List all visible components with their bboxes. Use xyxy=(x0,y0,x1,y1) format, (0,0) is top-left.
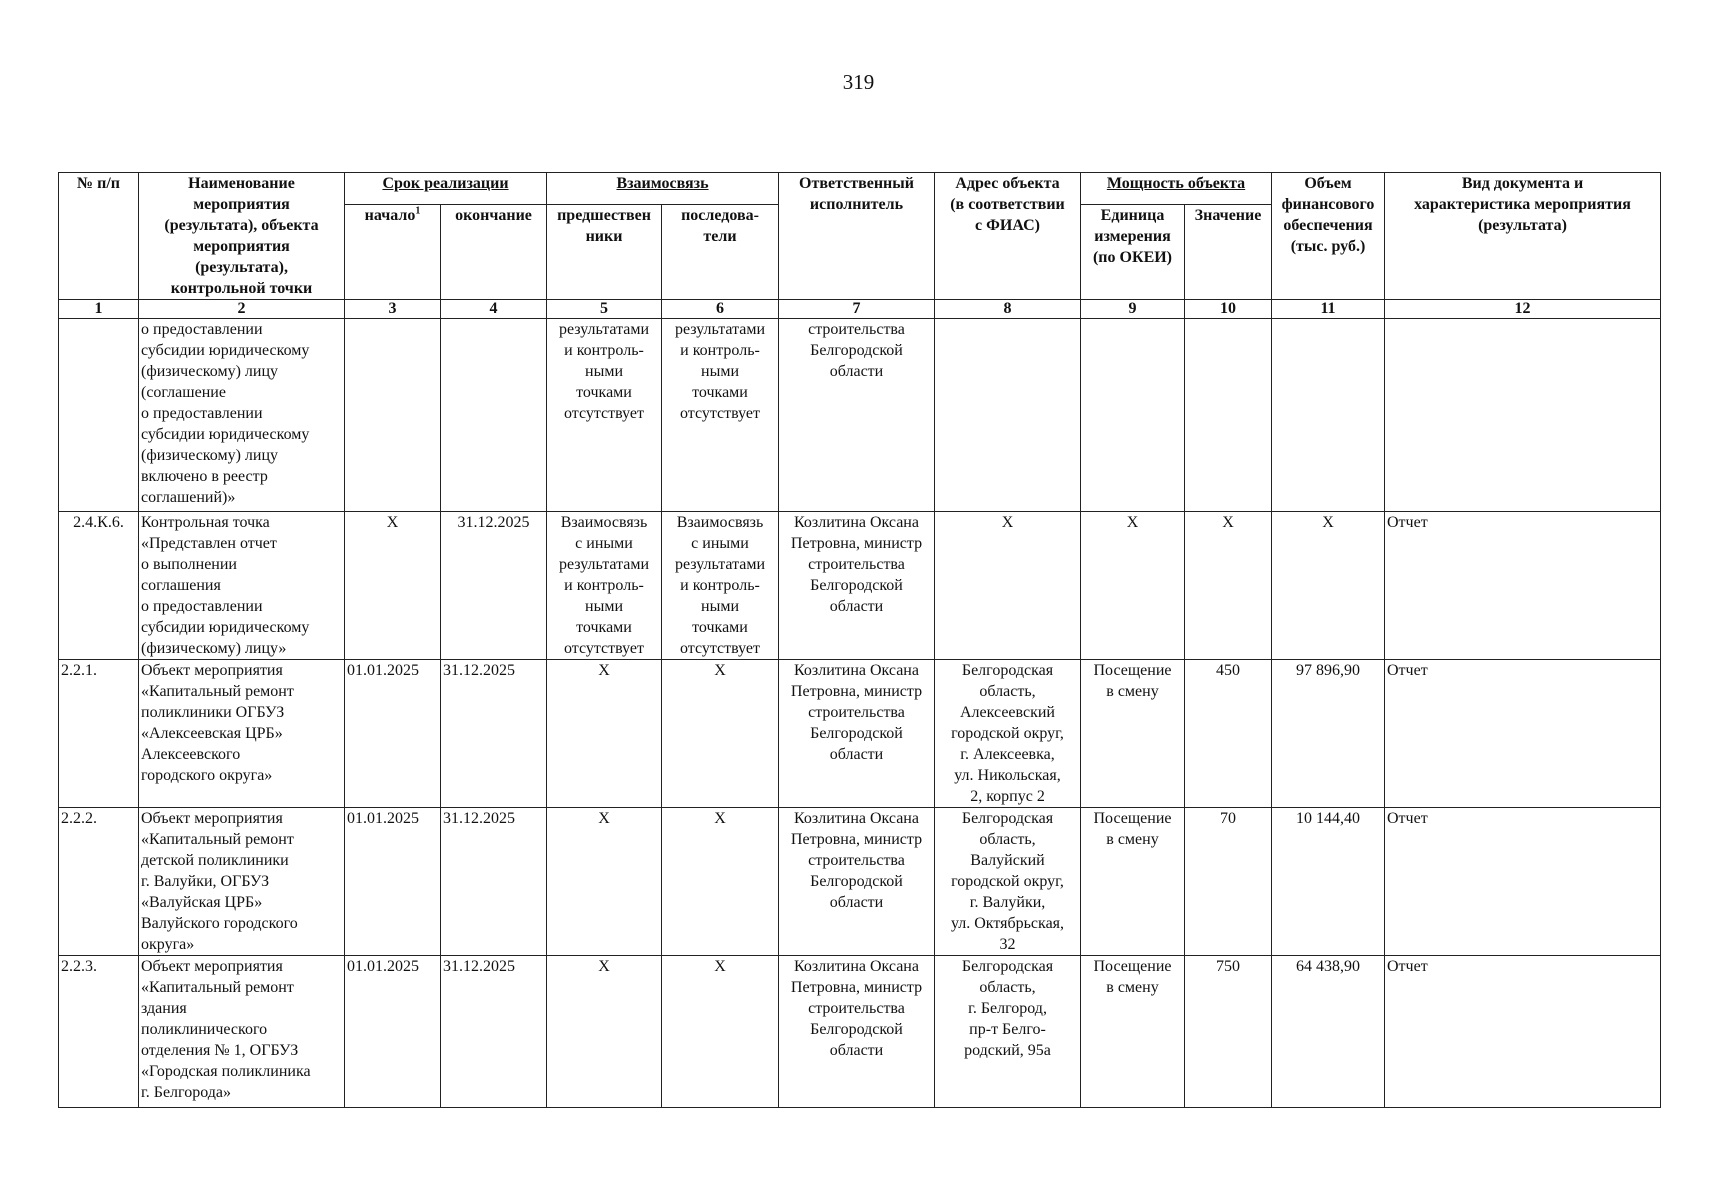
cell-start: 01.01.2025 xyxy=(345,660,441,808)
cell-name: о предоставлении субсидии юридическому (физическому) лицу (соглашение о предоставлении субсидии юридическому (физическому) лицу включено в реестр соглашений)» xyxy=(139,319,345,512)
cell-value: X xyxy=(1185,512,1272,660)
cell-value: 750 xyxy=(1185,956,1272,1108)
page-number: 319 xyxy=(842,70,875,94)
cell-document: Отчет xyxy=(1385,956,1661,1108)
column-number: 1 xyxy=(59,300,139,319)
header-document: Вид документа и характеристика мероприятия (результата) xyxy=(1385,173,1661,300)
cell-address: Белгородская область, Алексеевский городской округ, г. Алексеевка, ул. Никольская, 2, корпус 2 xyxy=(935,660,1081,808)
column-number: 8 xyxy=(935,300,1081,319)
cell-name: Контрольная точка «Представлен отчет о выполнении соглашения о предоставлении субсидии юридическому (физическому) лицу» xyxy=(139,512,345,660)
header-address: Адрес объекта (в соответствии с ФИАС) xyxy=(935,173,1081,300)
column-number: 7 xyxy=(779,300,935,319)
cell-num xyxy=(59,319,139,512)
cell-num: 2.2.2. xyxy=(59,808,139,956)
cell-value: 450 xyxy=(1185,660,1272,808)
header-end: окончание xyxy=(441,205,547,300)
column-number: 9 xyxy=(1081,300,1185,319)
table-row xyxy=(59,956,1661,1108)
column-number: 6 xyxy=(662,300,779,319)
cell-address: Белгородская область, Валуйский городской округ, г. Валуйки, ул. Октябрьская, 32 xyxy=(935,808,1081,956)
header-term: Срок реализации xyxy=(345,173,547,205)
cell-responsible: Козлитина Оксана Петровна, министр строительства Белгородской области xyxy=(779,808,935,956)
cell-start: X xyxy=(345,512,441,660)
cell-start: 01.01.2025 xyxy=(345,808,441,956)
header-successors: последова- тели xyxy=(662,205,779,300)
cell-successors: X xyxy=(662,956,779,1108)
cell-name: Объект мероприятия «Капитальный ремонт детской поликлиники г. Валуйки, ОГБУЗ «Валуйская ЦРБ» Валуйского городского округа» xyxy=(139,808,345,956)
cell-unit xyxy=(1081,319,1185,512)
cell-name: Объект мероприятия «Капитальный ремонт здания поликлинического отделения № 1, ОГБУЗ «Городская поликлиника г. Белгорода» xyxy=(139,956,345,1108)
column-number-row xyxy=(59,300,1661,319)
header-num: № п/п xyxy=(59,173,139,300)
cell-document: Отчет xyxy=(1385,660,1661,808)
header-link: Взаимосвязь xyxy=(547,173,779,205)
cell-end: 31.12.2025 xyxy=(441,512,547,660)
cell-address xyxy=(935,319,1081,512)
header-start-label: начало xyxy=(364,207,416,225)
cell-predecessors: X xyxy=(547,956,662,1108)
cell-successors: результатами и контроль- ными точками отсутствует xyxy=(662,319,779,512)
column-number: 11 xyxy=(1272,300,1385,319)
header-name: Наименование мероприятия (результата), объекта мероприятия (результата), контрольной точки xyxy=(139,173,345,300)
table-row xyxy=(59,512,1661,660)
header-predecessors: предшествен ники xyxy=(547,205,662,300)
cell-num: 2.2.3. xyxy=(59,956,139,1108)
cell-end: 31.12.2025 xyxy=(441,956,547,1108)
cell-unit: X xyxy=(1081,512,1185,660)
cell-financing: 10 144,40 xyxy=(1272,808,1385,956)
header-power: Мощность объекта xyxy=(1081,173,1272,205)
cell-financing xyxy=(1272,319,1385,512)
column-number: 3 xyxy=(345,300,441,319)
column-number: 4 xyxy=(441,300,547,319)
column-number: 12 xyxy=(1385,300,1661,319)
cell-unit: Посещение в смену xyxy=(1081,660,1185,808)
table-header xyxy=(59,173,1661,319)
cell-end xyxy=(441,319,547,512)
cell-responsible: Козлитина Оксана Петровна, министр строительства Белгородской области xyxy=(779,660,935,808)
cell-responsible: строительства Белгородской области xyxy=(779,319,935,512)
column-number: 5 xyxy=(547,300,662,319)
cell-successors: X xyxy=(662,808,779,956)
cell-name: Объект мероприятия «Капитальный ремонт поликлиники ОГБУЗ «Алексеевская ЦРБ» Алексеевского городского округа» xyxy=(139,660,345,808)
table-row xyxy=(59,319,1661,512)
cell-end: 31.12.2025 xyxy=(441,660,547,808)
cell-start: 01.01.2025 xyxy=(345,956,441,1108)
cell-document: Отчет xyxy=(1385,808,1661,956)
cell-address: X xyxy=(935,512,1081,660)
header-unit: Единица измерения (по ОКЕИ) xyxy=(1081,205,1185,300)
cell-successors: Взаимосвязь с иными результатами и контроль- ными точками отсутствует xyxy=(662,512,779,660)
cell-document xyxy=(1385,319,1661,512)
column-number: 10 xyxy=(1185,300,1272,319)
column-number: 2 xyxy=(139,300,345,319)
cell-predecessors: X xyxy=(547,660,662,808)
cell-responsible: Козлитина Оксана Петровна, министр строительства Белгородской области xyxy=(779,956,935,1108)
cell-financing: 64 438,90 xyxy=(1272,956,1385,1108)
cell-financing: X xyxy=(1272,512,1385,660)
header-start-footnote: 1 xyxy=(415,206,421,218)
cell-successors: X xyxy=(662,660,779,808)
header-responsible: Ответственный исполнитель xyxy=(779,173,935,300)
cell-predecessors: Взаимосвязь с иными результатами и контроль- ными точками отсутствует xyxy=(547,512,662,660)
cell-predecessors: результатами и контроль- ными точками отсутствует xyxy=(547,319,662,512)
cell-predecessors: X xyxy=(547,808,662,956)
header-value: Значение xyxy=(1185,205,1272,300)
cell-value: 70 xyxy=(1185,808,1272,956)
cell-address: Белгородская область, г. Белгород, пр-т Белго- родский, 95а xyxy=(935,956,1081,1108)
header-start xyxy=(345,205,441,300)
cell-num: 2.2.1. xyxy=(59,660,139,808)
cell-unit: Посещение в смену xyxy=(1081,956,1185,1108)
cell-start xyxy=(345,319,441,512)
header-financing: Объем финансового обеспечения (тыс. руб.) xyxy=(1272,173,1385,300)
cell-end: 31.12.2025 xyxy=(441,808,547,956)
cell-value xyxy=(1185,319,1272,512)
cell-num: 2.4.К.6. xyxy=(59,512,139,660)
table-row xyxy=(59,660,1661,808)
cell-financing: 97 896,90 xyxy=(1272,660,1385,808)
cell-document: Отчет xyxy=(1385,512,1661,660)
activities-table xyxy=(58,172,1661,1108)
cell-responsible: Козлитина Оксана Петровна, министр строительства Белгородской области xyxy=(779,512,935,660)
cell-unit: Посещение в смену xyxy=(1081,808,1185,956)
table-row xyxy=(59,808,1661,956)
